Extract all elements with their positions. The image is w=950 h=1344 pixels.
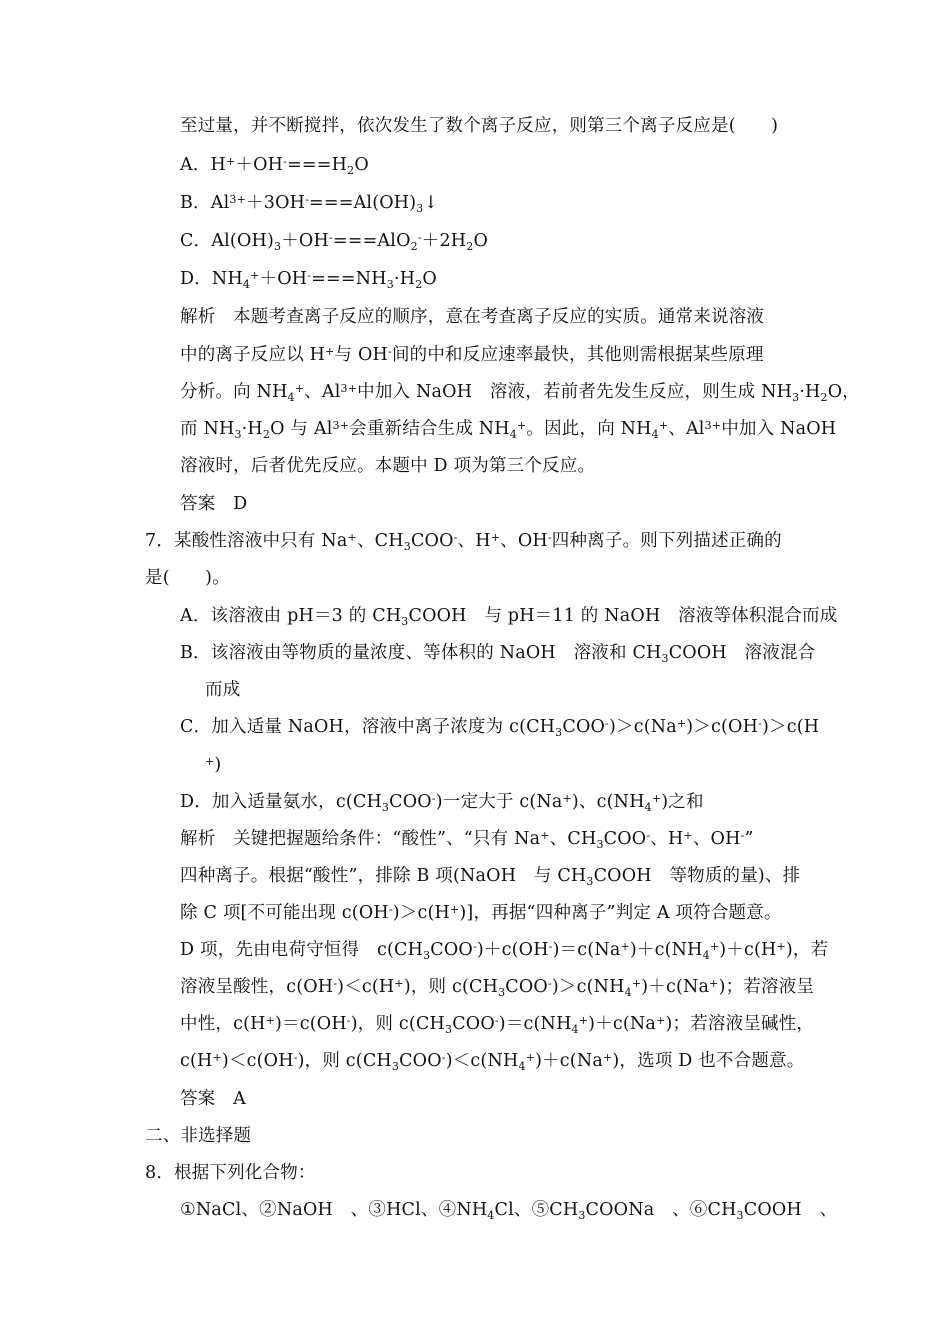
text-run: 除 C 项[不可能出现 c(OH (180, 903, 389, 923)
subscript: 4 (644, 801, 652, 814)
superscript: - (293, 1051, 298, 1064)
text-run: 与 OH (334, 345, 389, 365)
subscript: 3 (381, 801, 390, 814)
superscript: + (709, 977, 719, 990)
compound-list (180, 1198, 837, 1222)
superscript: - (547, 977, 552, 990)
analysis-line (180, 417, 836, 441)
superscript: + (294, 382, 305, 395)
subscript: 3 (386, 278, 394, 291)
option-a (180, 604, 837, 628)
subscript: 3 (444, 1023, 453, 1036)
superscript: + (562, 792, 572, 805)
superscript: - (547, 531, 552, 544)
text-run: )一定大于 c(Na (435, 792, 563, 812)
subscript: 3 (736, 1209, 744, 1222)
subscript: 3 (274, 240, 282, 253)
text-run: ·H (393, 269, 416, 289)
text-run: 是( )。 (145, 568, 230, 588)
text-run: ＋2H (421, 231, 467, 251)
text-run: A．该溶液由 pH＝3 的 CH (180, 606, 402, 626)
text-run: )＋c(OH (476, 940, 549, 960)
subscript: 4 (571, 1023, 579, 1036)
text-run: Cl、⑤CH (494, 1200, 579, 1220)
option-c-continuation (205, 753, 221, 777)
subscript: 2 (820, 391, 828, 404)
text-run: 、OH (500, 531, 548, 551)
text-run: O， (827, 382, 860, 402)
text-run: 会重新结合生成 NH (349, 419, 510, 439)
text-run: COO (452, 1014, 495, 1034)
text-run: ·H (241, 419, 263, 439)
option-c (180, 229, 488, 253)
text-run: COO (399, 1051, 442, 1071)
text-run: C．Al(OH) (180, 231, 274, 251)
text-run: ＋OH (281, 231, 329, 251)
subscript: 3 (401, 615, 409, 628)
analysis-line (180, 827, 754, 851)
analysis-line (180, 305, 764, 329)
subscript: 3 (586, 875, 594, 888)
analysis-line (180, 380, 860, 404)
superscript: - (305, 193, 309, 206)
superscript: 3+ (340, 382, 358, 395)
text-run: 溶液时，后者优先反应。本题中 D 项为第三个反应。 (180, 456, 596, 476)
text-run: )、c(NH (571, 792, 645, 812)
text-run: COONa 、⑥CH (585, 1200, 737, 1220)
text-run: COOH 、 (743, 1200, 838, 1220)
subscript: 3 (555, 726, 563, 739)
text-run: 四种离子。根据“酸性”，排除 B 项(NaOH 与 CH (180, 866, 587, 886)
text-run: )＝c(Na (552, 940, 621, 960)
text-run: O (422, 269, 437, 289)
text-run: )；若溶液呈碱性， (665, 1014, 815, 1034)
subscript: 4 (624, 986, 632, 999)
text-run: COOH 与 pH＝11 的 NaOH 溶液等体积混合而成 (408, 606, 838, 626)
superscript: + (250, 269, 260, 282)
superscript: - (417, 231, 422, 244)
superscript: + (516, 419, 527, 432)
answer-line (180, 492, 247, 516)
subscript: 3 (596, 838, 604, 851)
text-run: )＞c(OH (686, 717, 759, 737)
analysis-line (180, 1049, 804, 1073)
text-run: 而成 (205, 680, 241, 700)
superscript: + (226, 155, 236, 168)
question-7-stem (145, 566, 230, 590)
subscript: 3 (661, 652, 669, 665)
subscript: 3 (403, 540, 411, 553)
superscript: - (548, 940, 553, 953)
text-run: 8．根据下列化合物： (145, 1163, 316, 1183)
text-run: 分析。向 NH (180, 382, 288, 402)
text-run: ” (744, 829, 754, 849)
text-run: 、Al (668, 419, 705, 439)
option-b (180, 191, 438, 215)
superscript: - (388, 345, 392, 358)
subscript: 2 (347, 164, 355, 177)
text-run: C．加入适量 NaOH，溶液中离子浓度为 c(CH (180, 717, 556, 737)
text-run: c(H (180, 1051, 213, 1071)
text-run: B．Al (180, 193, 230, 213)
superscript: + (656, 1014, 666, 1027)
analysis-line (180, 901, 782, 925)
subscript: 4 (518, 1060, 526, 1073)
superscript: + (540, 829, 550, 842)
text-run: D．NH (180, 269, 243, 289)
superscript: + (394, 977, 404, 990)
option-b (180, 641, 815, 665)
text-run: COO (562, 717, 606, 737)
text-run: COOH 等物质的量)、排 (593, 866, 801, 886)
superscript: 3+ (229, 193, 247, 206)
text-run: ↓ (423, 193, 439, 213)
superscript: + (449, 903, 460, 916)
text-run: )，若 (785, 940, 829, 960)
text-run: )＜c(H (337, 977, 395, 997)
superscript: - (441, 1051, 446, 1064)
superscript: - (307, 269, 312, 282)
option-d (180, 790, 704, 814)
subscript: 4 (509, 428, 517, 441)
text-run: 溶液呈酸性，c(OH (180, 977, 334, 997)
text-run: 、CH (356, 531, 404, 551)
text-run: )＞c(H (392, 903, 450, 923)
text-run: )＋c(Na (641, 977, 710, 997)
analysis-line (180, 454, 595, 478)
text-run: )]，再据“四种离子”判定 A 项符合题意。 (459, 903, 782, 923)
superscript: - (646, 829, 651, 842)
superscript: - (453, 531, 458, 544)
analysis-line (180, 975, 814, 999)
text-run: 中加入 NaOH 溶液，若前者先发生反应，则生成 NH (357, 382, 793, 402)
subscript: 4 (242, 278, 251, 291)
text-run: )，则 c(CH (350, 1014, 445, 1034)
superscript: + (325, 345, 335, 358)
text-run: ===H (287, 155, 348, 175)
subscript: 2 (262, 428, 271, 441)
subscript: 4 (287, 391, 295, 404)
superscript: + (490, 531, 501, 544)
superscript: + (602, 1051, 613, 1064)
text-run: COO (410, 531, 454, 551)
text-run: )＞c(Na (608, 717, 677, 737)
subscript: 2 (466, 240, 474, 253)
subscript: 2 (415, 278, 423, 291)
superscript: - (333, 977, 338, 990)
superscript: + (651, 792, 662, 805)
text-run: 答案 A (180, 1089, 246, 1109)
subscript: 3 (792, 391, 800, 404)
text-run: )，选项 D 也不合题意。 (612, 1051, 805, 1071)
subscript: 3 (423, 949, 431, 962)
text-run: )＝c(NH (498, 1014, 572, 1034)
superscript: + (709, 940, 720, 953)
text-run: COOH 溶液混合 (668, 643, 816, 663)
superscript: + (525, 1051, 536, 1064)
analysis-line (180, 864, 800, 888)
text-run: 、Al (304, 382, 341, 402)
text-run: ·H (799, 382, 821, 402)
question-6-stem-continuation (180, 114, 778, 138)
superscript: - (472, 940, 477, 953)
text-run: ===AlO (332, 231, 411, 251)
text-run: )＋c(Na (588, 1014, 657, 1034)
text-run: 、H (457, 531, 491, 551)
subscript: 3 (234, 428, 242, 441)
superscript: + (578, 1014, 589, 1027)
answer-line (180, 1087, 246, 1111)
question-8-stem (145, 1161, 316, 1185)
text-run: O (354, 155, 369, 175)
option-a (180, 153, 369, 177)
text-run: D 项，先由电荷守恒得 c(CH (180, 940, 424, 960)
superscript: + (620, 940, 630, 953)
text-run: ①NaCl、②NaOH 、③HCl、④NH (180, 1200, 488, 1220)
text-run: 解析 关键把握题给条件：“酸性”、“只有 Na (180, 829, 541, 849)
option-b-continuation (205, 678, 240, 702)
subscript: 4 (702, 949, 710, 962)
text-run: 、H (650, 829, 684, 849)
text-run: A．H (180, 155, 226, 175)
superscript: + (776, 940, 786, 953)
text-run: ===NH (311, 269, 387, 289)
text-run: 二、非选择题 (145, 1126, 252, 1146)
text-run: 、OH (692, 829, 741, 849)
question-7-stem (145, 529, 782, 553)
text-run: ===Al(OH) (309, 193, 417, 213)
option-d (180, 267, 437, 291)
text-run: O 与 Al (270, 419, 333, 439)
text-run: )，则 c(CH (403, 977, 499, 997)
text-run: B．该溶液由等物质的量浓度、等体积的 NaOH 溶液和 CH (180, 643, 662, 663)
superscript: - (605, 717, 609, 730)
superscript: + (683, 829, 693, 842)
text-run: )＞c(H (761, 717, 820, 737)
text-run: 答案 D (180, 494, 248, 514)
text-run: COO (389, 792, 432, 812)
option-c (180, 715, 819, 739)
superscript: + (658, 419, 669, 432)
superscript: - (758, 717, 762, 730)
text-run: 中性，c(H (180, 1014, 266, 1034)
subscript: 3 (498, 986, 506, 999)
superscript: + (265, 1014, 276, 1027)
text-run: )＜c(NH (445, 1051, 519, 1071)
text-run: ＋OH (235, 155, 284, 175)
superscript: 3+ (704, 419, 722, 432)
superscript: - (431, 792, 436, 805)
text-run: )＋c(NH (629, 940, 703, 960)
superscript: - (328, 231, 333, 244)
text-run: COO (603, 829, 647, 849)
superscript: + (631, 977, 642, 990)
text-run: ＋3OH (246, 193, 306, 213)
analysis-line (180, 938, 828, 962)
text-run: ) (214, 755, 222, 775)
text-run: 间的中和反应速率最快，其他则需根据某些原理 (391, 345, 764, 365)
superscript: + (347, 531, 357, 544)
text-run: )，则 c(CH (297, 1051, 392, 1071)
section-heading (145, 1124, 251, 1148)
subscript: 3 (578, 1209, 586, 1222)
superscript: - (494, 1014, 499, 1027)
text-run: 而 NH (180, 419, 235, 439)
superscript: - (283, 155, 288, 168)
text-run: D．加入适量氨水，c(CH (180, 792, 382, 812)
analysis-line (180, 343, 764, 367)
superscript: + (205, 755, 215, 768)
superscript: + (212, 1051, 222, 1064)
subscript: 3 (391, 1060, 400, 1073)
text-run: 解析 本题考查离子反应的顺序，意在考查离子反应的实质。通常来说溶液 (180, 307, 765, 327)
text-run: 四种离子。则下列描述正确的 (551, 531, 782, 551)
text-run: )之和 (661, 792, 704, 812)
text-run: )；若溶液呈 (718, 977, 815, 997)
subscript: 4 (487, 1209, 495, 1222)
superscript: - (346, 1014, 351, 1027)
text-run: )＜c(OH (221, 1051, 294, 1071)
analysis-line (180, 1012, 814, 1036)
text-run: COO (430, 940, 473, 960)
text-run: 中加入 NaOH (721, 419, 837, 439)
text-run: 中的离子反应以 H (180, 345, 326, 365)
text-run: )＋c(H (719, 940, 777, 960)
text-run: 。因此，向 NH (526, 419, 652, 439)
superscript: - (740, 829, 745, 842)
text-run: COO (505, 977, 548, 997)
superscript: 3+ (332, 419, 350, 432)
text-run: 、CH (549, 829, 597, 849)
text-run: )＞c(NH (551, 977, 625, 997)
text-run: 至过量，并不断搅拌，依次发生了数个离子反应，则第三个离子反应是( ) (180, 116, 779, 136)
text-run: O (473, 231, 489, 251)
text-run: )＝c(OH (275, 1014, 347, 1034)
subscript: 3 (416, 202, 424, 215)
superscript: - (388, 903, 393, 916)
text-run: 7．某酸性溶液中只有 Na (145, 531, 348, 551)
superscript: + (676, 717, 687, 730)
text-run: )＋c(Na (535, 1051, 603, 1071)
text-run: ＋OH (259, 269, 308, 289)
subscript: 4 (651, 428, 659, 441)
subscript: 2 (410, 240, 418, 253)
